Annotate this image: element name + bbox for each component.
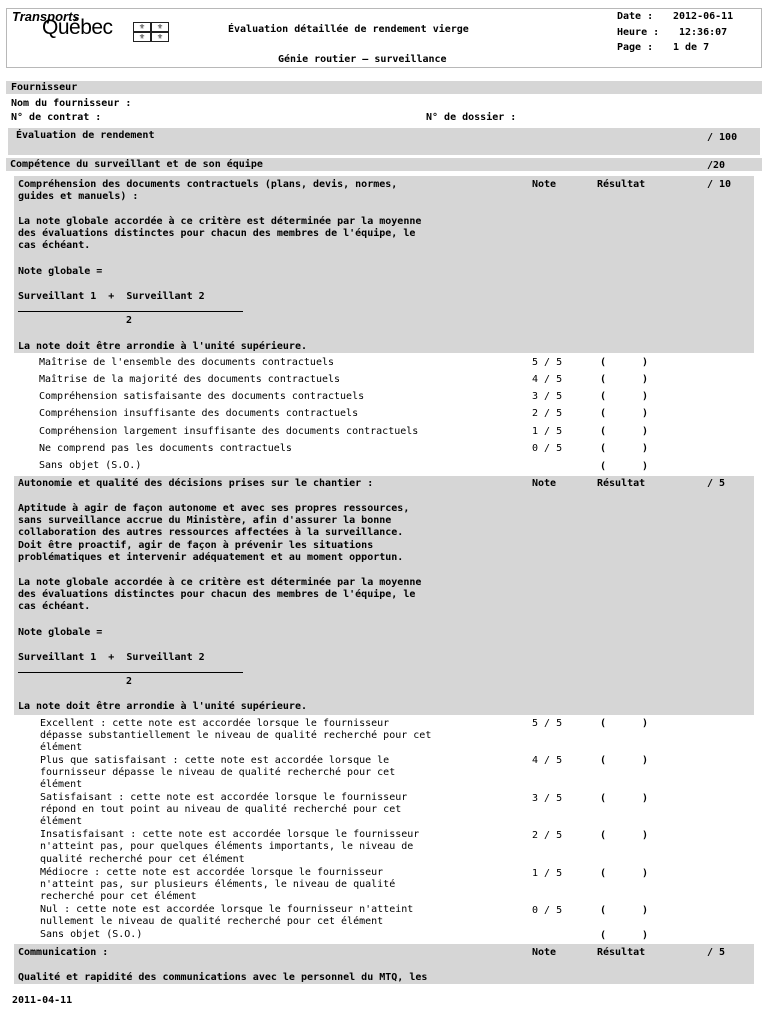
date-value: 2012-06-11 bbox=[673, 11, 734, 22]
criterion1-item-note: 1 / 5 bbox=[532, 426, 563, 437]
criterion2-item-line2: fournisseur dépasse le niveau de qualité recherché pour cet bbox=[40, 767, 396, 778]
criterion2-item-line3: élément bbox=[40, 779, 83, 790]
criterion1-score: / 10 bbox=[707, 179, 732, 190]
criterion2-description-line4: Doit être proactif, agir de façon à prévenir les situations bbox=[18, 540, 374, 551]
result-close-paren: ) bbox=[642, 443, 649, 454]
criterion2-item-line2: dépasse substantiellement le niveau de qualité recherché pour cet bbox=[40, 730, 432, 741]
supplier-name-label: Nom du fournisseur : bbox=[11, 98, 132, 109]
result-open-paren: ( bbox=[600, 868, 607, 879]
result-open-paren: ( bbox=[600, 461, 607, 472]
criterion2-item-line1: Plus que satisfaisant : cette note est accordée lorsque le bbox=[40, 755, 390, 766]
result-close-paren: ) bbox=[642, 718, 649, 729]
criterion2-description-line1: Aptitude à agir de façon autonome et avec ses propres ressources, bbox=[18, 503, 410, 514]
fleur-de-lis-flag-icon: ⚜ ⚜ ⚜ ⚜ bbox=[133, 22, 169, 42]
criterion1-fraction-line bbox=[18, 311, 243, 312]
criterion3-result-header: Résultat bbox=[597, 947, 646, 958]
criterion2-description-line3: collaboration des autres ressources affectées à la surveillance. bbox=[18, 527, 404, 538]
result-open-paren: ( bbox=[600, 408, 607, 419]
criterion2-item-line1: Insatisfaisant : cette note est accordée lorsque le fournisseur bbox=[40, 829, 420, 840]
criterion1-divisor: 2 bbox=[126, 315, 133, 326]
result-close-paren: ) bbox=[642, 868, 649, 879]
footer-date: 2011-04-11 bbox=[12, 995, 73, 1006]
result-close-paren: ) bbox=[642, 930, 649, 941]
fournisseur-heading: Fournisseur bbox=[11, 82, 78, 93]
page-subtitle: Génie routier – surveillance bbox=[278, 54, 447, 65]
competence-score: /20 bbox=[707, 160, 726, 171]
result-close-paren: ) bbox=[642, 357, 649, 368]
result-open-paren: ( bbox=[600, 905, 607, 916]
result-open-paren: ( bbox=[600, 718, 607, 729]
criterion2-paragraph-line2: des évaluations distinctes pour chacun des membres de l'équipe, le bbox=[18, 589, 416, 600]
criterion2-item-line3: recherché pour cet élément bbox=[40, 891, 197, 902]
criterion2-formula-label: Note globale = bbox=[18, 627, 103, 638]
criterion1-result-header: Résultat bbox=[597, 179, 646, 190]
result-open-paren: ( bbox=[600, 930, 607, 941]
criterion1-paragraph-line1: La note globale accordée à ce critère est déterminée par la moyenne bbox=[18, 216, 422, 227]
result-close-paren: ) bbox=[642, 793, 649, 804]
criterion1-formula-label: Note globale = bbox=[18, 266, 103, 277]
criterion2-score: / 5 bbox=[707, 478, 726, 489]
criterion2-item-line1: Excellent : cette note est accordée lorsque le fournisseur bbox=[40, 718, 390, 729]
result-open-paren: ( bbox=[600, 357, 607, 368]
time-label: Heure : bbox=[617, 27, 660, 38]
criterion3-note-header: Note bbox=[532, 947, 557, 958]
criterion1-title-line2: guides et manuels) : bbox=[18, 191, 139, 202]
criterion3-score: / 5 bbox=[707, 947, 726, 958]
criterion2-formula: Surveillant 1 + Surveillant 2 bbox=[18, 652, 205, 663]
criterion1-rounding-note: La note doit être arrondie à l'unité supérieure. bbox=[18, 341, 307, 352]
criterion2-result-header: Résultat bbox=[597, 478, 646, 489]
criterion1-note-header: Note bbox=[532, 179, 557, 190]
criterion2-description-line2: sans surveillance accrue du Ministère, afin d'assurer la bonne bbox=[18, 515, 392, 526]
criterion2-item-line3: qualité recherché pour cet élément bbox=[40, 854, 245, 865]
result-open-paren: ( bbox=[600, 830, 607, 841]
criterion1-item-text: Compréhension satisfaisante des documents contractuels bbox=[39, 391, 365, 402]
criterion1-item-text: Sans objet (S.O.) bbox=[39, 460, 142, 471]
criterion1-item-text: Ne comprend pas les documents contractuels bbox=[39, 443, 292, 454]
criterion1-paragraph-line2: des évaluations distinctes pour chacun des membres de l'équipe, le bbox=[18, 228, 416, 239]
org-name-line2: Québec bbox=[42, 16, 113, 39]
criterion2-divisor: 2 bbox=[126, 676, 133, 687]
criterion1-item-text: Compréhension largement insuffisante des documents contractuels bbox=[39, 426, 419, 437]
result-close-paren: ) bbox=[642, 374, 649, 385]
criterion2-item-line3: élément bbox=[40, 742, 83, 753]
result-open-paren: ( bbox=[600, 755, 607, 766]
page-value: 1 de 7 bbox=[673, 42, 710, 53]
criterion2-title: Autonomie et qualité des décisions prises sur le chantier : bbox=[18, 478, 374, 489]
criterion2-item-line3: élément bbox=[40, 816, 83, 827]
result-close-paren: ) bbox=[642, 755, 649, 766]
page-title: Évaluation détaillée de rendement vierge bbox=[228, 24, 469, 35]
criterion2-fraction-line bbox=[18, 672, 243, 673]
criterion2-paragraph-line1: La note globale accordée à ce critère est déterminée par la moyenne bbox=[18, 577, 422, 588]
result-close-paren: ) bbox=[642, 426, 649, 437]
criterion1-item-text: Maîtrise de la majorité des documents contractuels bbox=[39, 374, 341, 385]
criterion1-item-note: 3 / 5 bbox=[532, 391, 563, 402]
file-number-label: N° de dossier : bbox=[426, 112, 517, 123]
criterion1-item-text: Maîtrise de l'ensemble des documents contractuels bbox=[39, 357, 335, 368]
criterion2-item-line1: Sans objet (S.O.) bbox=[40, 929, 143, 940]
criterion1-title-line1: Compréhension des documents contractuels (plans, devis, normes, bbox=[18, 179, 398, 190]
criterion2-item-note: 0 / 5 bbox=[532, 905, 563, 916]
criterion2-item-line2: n'atteint pas, pour quelques éléments importants, le niveau de bbox=[40, 841, 414, 852]
criterion1-paragraph-line3: cas échéant. bbox=[18, 240, 91, 251]
criterion2-note-header: Note bbox=[532, 478, 557, 489]
evaluation-label: Évaluation de rendement bbox=[16, 130, 155, 141]
criterion3-description-line1: Qualité et rapidité des communications avec le personnel du MTQ, les bbox=[18, 972, 428, 983]
page-label: Page : bbox=[617, 42, 654, 53]
criterion1-item-text: Compréhension insuffisante des documents contractuels bbox=[39, 408, 359, 419]
time-value: 12:36:07 bbox=[679, 27, 728, 38]
result-open-paren: ( bbox=[600, 391, 607, 402]
result-open-paren: ( bbox=[600, 426, 607, 437]
result-open-paren: ( bbox=[600, 374, 607, 385]
criterion1-formula: Surveillant 1 + Surveillant 2 bbox=[18, 291, 205, 302]
result-close-paren: ) bbox=[642, 408, 649, 419]
criterion2-item-line1: Satisfaisant : cette note est accordée lorsque le fournisseur bbox=[40, 792, 408, 803]
criterion2-item-note: 2 / 5 bbox=[532, 830, 563, 841]
criterion1-item-note: 4 / 5 bbox=[532, 374, 563, 385]
criterion3-title: Communication : bbox=[18, 947, 109, 958]
org-name-line1: Transports bbox=[12, 9, 80, 24]
criterion2-item-note: 3 / 5 bbox=[532, 793, 563, 804]
criterion2-item-line1: Médiocre : cette note est accordée lorsque le fournisseur bbox=[40, 867, 384, 878]
criterion2-description-line5: problématiques et intervenir adéquatement et au moment opportun. bbox=[18, 552, 404, 563]
criterion2-paragraph-line3: cas échéant. bbox=[18, 601, 91, 612]
result-open-paren: ( bbox=[600, 443, 607, 454]
competence-label: Compétence du surveillant et de son équipe bbox=[10, 159, 263, 170]
criterion2-item-line2: répond en tout point au niveau de qualité recherché pour cet bbox=[40, 804, 402, 815]
criterion2-item-line1: Nul : cette note est accordée lorsque le fournisseur n'atteint bbox=[40, 904, 414, 915]
criterion1-item-note: 0 / 5 bbox=[532, 443, 563, 454]
criterion2-item-line2: n'atteint pas, sur plusieurs éléments, le niveau de qualité bbox=[40, 879, 396, 890]
result-close-paren: ) bbox=[642, 391, 649, 402]
evaluation-score: / 100 bbox=[707, 132, 738, 143]
date-label: Date : bbox=[617, 11, 654, 22]
result-close-paren: ) bbox=[642, 905, 649, 916]
criterion1-item-note: 2 / 5 bbox=[532, 408, 563, 419]
criterion2-item-line2: nullement le niveau de qualité recherché pour cet élément bbox=[40, 916, 384, 927]
criterion1-item-note: 5 / 5 bbox=[532, 357, 563, 368]
criterion2-rounding-note: La note doit être arrondie à l'unité supérieure. bbox=[18, 701, 307, 712]
criterion2-item-note: 1 / 5 bbox=[532, 868, 563, 879]
result-close-paren: ) bbox=[642, 830, 649, 841]
criterion2-item-note: 5 / 5 bbox=[532, 718, 563, 729]
contract-number-label: N° de contrat : bbox=[11, 112, 102, 123]
result-close-paren: ) bbox=[642, 461, 649, 472]
fournisseur-band bbox=[6, 81, 762, 94]
criterion2-item-note: 4 / 5 bbox=[532, 755, 563, 766]
result-open-paren: ( bbox=[600, 793, 607, 804]
